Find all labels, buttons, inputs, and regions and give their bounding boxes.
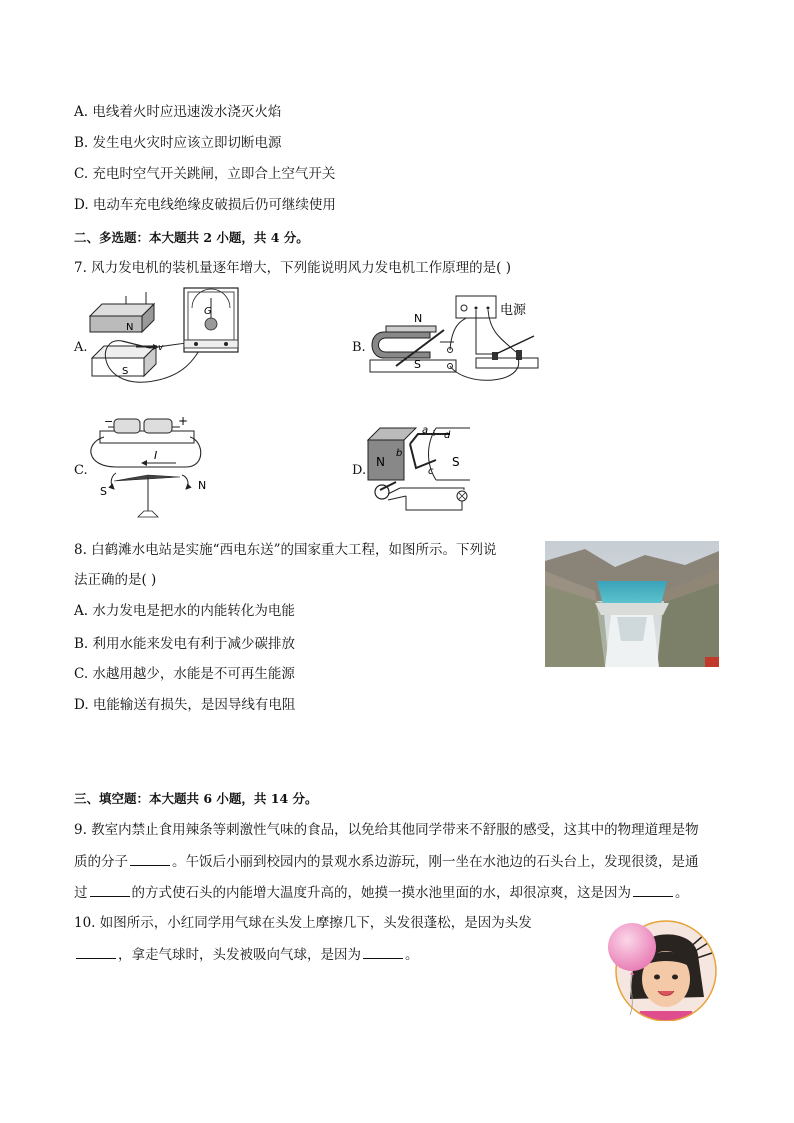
section2-title: 二、多选题：本大题共 2 小题，共 4 分。	[74, 230, 309, 245]
q9-line1: 9. 教室内禁止食用辣条等刺激性气味的食品，以免给其他同学带来不舒服的感受，这其中的物理道理是物	[74, 822, 699, 838]
q7-option-b-label: B.	[352, 340, 366, 355]
q9-line3	[74, 882, 689, 903]
q8-option-c: C. 水越用越少，水能是不可再生能源	[74, 666, 295, 682]
diagram-c-i-label: I	[154, 449, 158, 462]
diagram-d-b-label: b	[396, 448, 403, 459]
diagram-b-s-label: S	[414, 358, 421, 371]
dam-photo	[545, 541, 719, 667]
q8-option-a: A. 水力发电是把水的内能转化为电能	[74, 603, 295, 619]
q9-blank-1[interactable]	[130, 851, 170, 866]
q7-option-a-label: A.	[74, 340, 88, 355]
q9-line3-start: 过	[74, 885, 88, 901]
diagram-b-n-label: N	[414, 312, 423, 325]
section3-title: 三、填空题：本大题共 6 小题，共 14 分。	[74, 791, 318, 806]
diagram-a-n-label: N	[126, 322, 134, 333]
diagram-d-c-label: c	[428, 466, 434, 477]
q10-blank-1[interactable]	[76, 944, 116, 959]
q6-option-c: C. 充电时空气开关跳闸，立即合上空气开关	[74, 166, 336, 182]
q10-line2	[74, 944, 419, 965]
q8-option-d: D. 电能输送有损失，是因导线有电阻	[74, 697, 296, 713]
q9-blank-3[interactable]	[633, 882, 673, 897]
diagram-a-s-label: S	[122, 366, 129, 377]
diagram-d-n-label: N	[376, 455, 385, 469]
q10-line2-end: 。	[405, 947, 419, 963]
q10-line1: 10. 如图所示，小红同学用气球在头发上摩擦几下，头发很蓬松，是因为头发	[74, 915, 532, 931]
diagram-a-g-label: G	[204, 306, 212, 317]
q8-option-b: B. 利用水能来发电有利于减少碳排放	[74, 636, 296, 652]
q6-option-b: B. 发生电火灾时应该立即切断电源	[74, 135, 282, 151]
q7-stem: 7. 风力发电机的装机量逐年增大，下列能说明风力发电机工作原理的是( )	[74, 260, 511, 276]
q7-option-c-label: C.	[74, 463, 88, 478]
diagram-c-minus: −	[104, 415, 114, 428]
girl-balloon-photo	[604, 919, 720, 1021]
q9-line2	[74, 851, 699, 872]
diagram-b-power-label: 电源	[500, 303, 527, 318]
diagram-d-a-label: a	[422, 425, 429, 436]
q9-line3-end: 。	[675, 885, 689, 901]
q8-stem-line2: 法正确的是( )	[74, 572, 157, 588]
q7-option-d-label: D.	[352, 463, 367, 478]
diagram-c-s-label: S	[100, 485, 107, 498]
q9-line2-end: 。午饭后小丽到校园内的景观水系边游玩，刚一坐在水池边的石头台上，发现很烫，是通	[172, 854, 699, 870]
q6-option-a: A. 电线着火时应迅速泼水浇灭火焰	[74, 104, 282, 120]
q7-diagram-b	[366, 292, 546, 382]
diagram-d-s-label: S	[452, 455, 460, 469]
diagram-c-n-label: N	[198, 479, 207, 492]
diagram-a-v-label: v	[158, 343, 164, 353]
q9-line3-middle: 的方式使石头的内能增大温度升高的，她摸一摸水池里面的水，却很凉爽，这是因为	[131, 885, 631, 901]
diagram-c-plus: +	[178, 414, 189, 428]
q10-blank-2[interactable]	[363, 944, 403, 959]
q10-line2-middle: ，拿走气球时，头发被吸向气球，是因为	[118, 947, 361, 963]
q6-option-d: D. 电动车充电线绝缘皮破损后仍可继续使用	[74, 197, 336, 213]
q7-diagram-d	[366, 424, 478, 516]
diagram-d-d-label: d	[444, 430, 451, 441]
q7-diagram-a	[86, 286, 246, 390]
q9-line2-start: 质的分子	[74, 854, 128, 870]
q8-stem-line1: 8. 白鹤滩水电站是实施“西电东送”的国家重大工程，如图所示。下列说	[74, 542, 497, 558]
q9-blank-2[interactable]	[90, 882, 130, 897]
q7-diagram-c	[86, 413, 226, 525]
